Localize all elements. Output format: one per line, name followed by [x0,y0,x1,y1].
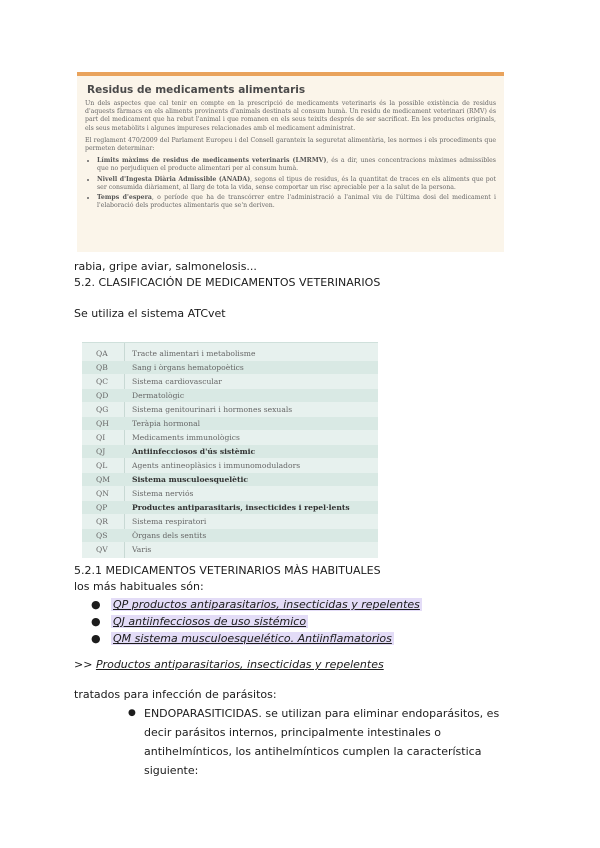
atc-description: Sistema genitourinari i hormones sexuals [132,405,293,414]
atc-code: QC [96,377,109,386]
bullet-icon: ● [91,615,101,628]
atc-description: Dermatològic [132,391,185,400]
table-row [82,459,378,472]
atc-description: Sang i òrgans hematopoètics [132,363,244,372]
table-row [82,515,378,528]
excerpt-bullet-term: Temps d'espera [97,194,152,202]
excerpt-bullet [97,194,496,210]
excerpt-bullet-term: Límits màxims de residus de medicaments veterinaris (LMRMV) [97,157,327,165]
excerpt-bullet-text: , segons el tipus de residus, és la quantitat de traces en els aliments que pot ser consumida diàriament, al llarg de tota la vida, sense comportar un risc apreciable per a la salut de la persona. [97,175,496,191]
table-row [82,403,378,416]
atc-code: QG [96,405,109,414]
atc-description: Sistema musculoesquelètic [132,475,249,484]
atc-code: QH [96,419,109,428]
table-row [82,375,378,388]
table-row [82,361,378,374]
highlight-list-item [91,598,422,611]
atc-code: QJ [96,447,106,456]
atc-code: QS [96,531,108,540]
endo-term: ENDOPARASITICIDAS [144,707,259,720]
arrow-prefix: >> [74,658,96,671]
table-row [82,417,378,430]
atc-description: Varis [132,545,152,554]
atc-description: Tracte alimentari i metabolisme [132,349,256,358]
table-row [82,543,378,556]
atc-code: QV [96,545,108,554]
atc-description: Sistema nerviós [132,489,194,498]
bullet-icon: ● [128,708,136,718]
atc-code: QA [96,349,108,358]
excerpt-paragraph-1: Un dels aspectes que cal tenir en compte en la prescripció de medicaments veterinaris és la possible existència de residus d'aquests fàrmacs en els aliments provinents d'animals destinats al consum humà. Un residu de medicament veterinari (RMV) és part del medicament que ha rebut l'animal i que romanen en els seus teixits després de ser sacrificat. En les productes originals, els seus metabòlits i algunes impureses relacionades amb el medicament administrat. [85,100,496,132]
table-row [82,389,378,402]
highlight-text[interactable]: QP productos antiparasitarios, insecticidas y repelentes [113,598,420,611]
table-row [82,501,378,514]
atc-code: QI [96,433,106,442]
atc-description: Sistema respiratori [132,517,207,526]
endoparasiticidas-paragraph [144,704,524,780]
highlight-list-item [91,632,394,645]
endo-text: . se utilizan para eliminar endoparásitos, es decir parásitos internos, principalmente intestinales o antihelmínticos, los antihelmínticos cumplen la característica siguiente: [144,707,500,777]
excerpt-bullet-text: , o període que ha de transcórrer entre l'administració a l'animal viu de l'última dosi del medicament i l'elaboració dels productes alimentaris que se'n deriven. [97,194,496,210]
subsection-link[interactable]: Productos antiparasitarios, insecticidas y repelentes [95,658,384,671]
table-row [82,529,378,542]
highlight-text[interactable]: QM sistema musculoesquelético. Antiinflamatorios [113,632,392,645]
text-line: tratados para infección de parásitos: [74,688,277,701]
atc-code: QR [96,517,108,526]
atc-code: QL [96,461,108,470]
excerpt-bullet-text: , és a dir, unes concentracions màximes admissibles que no perjudiquen el producte alimentari per al consum humà. [97,157,496,173]
atc-intro-text: Se utiliza el sistema ATCvet [74,307,226,320]
atc-description: Medicaments immunològics [132,433,240,442]
atc-description: Agents antineoplàsics i immunomoduladors [132,461,301,470]
atc-code: QB [96,363,108,372]
bullet-icon: ● [91,598,101,611]
table-row [82,347,378,360]
atc-description: Sistema cardiovascular [132,377,222,386]
atc-code: QP [96,503,108,512]
table-row [82,473,378,486]
excerpt-paragraph-2: El reglament 470/2009 del Parlament Europeu i del Consell garanteix la seguretat alimentària, les normes i els procediments que permeten determinar: [85,136,496,153]
atc-classification-table [82,342,378,558]
bullet-icon: ● [91,632,101,645]
excerpt-bullet [97,157,496,173]
table-row [82,445,378,458]
textbook-excerpt-box [77,72,504,252]
section-heading-5-2: 5.2. CLASIFICACIÓN DE MEDICAMENTOS VETERINARIOS [74,276,381,289]
atc-description: Productes antiparasitaris, insecticides i repel·lents [132,503,350,512]
atc-code: QD [96,391,109,400]
table-row [82,487,378,500]
section-heading-5-2-1: 5.2.1 MEDICAMENTOS VETERINARIOS MÀS HABITUALES [74,564,381,577]
atc-description: Òrgans dels sentits [132,531,207,540]
atc-description: Antiinfecciosos d'ús sistèmic [132,447,256,456]
atc-code: QN [96,489,109,498]
highlight-text[interactable]: QJ antiinfecciosos de uso sistémico [113,615,307,628]
table-row [82,431,378,444]
atc-code: QM [96,475,111,484]
atc-description: Teràpia hormonal [132,419,201,428]
excerpt-title: Residus de medicaments alimentaris [87,84,306,96]
text-line: rabia, gripe aviar, salmonelosis... [74,260,257,273]
excerpt-bullet [97,176,496,192]
intro-line: los más habituales són: [74,580,204,593]
excerpt-bullet-list [85,157,496,210]
excerpt-bullet-term: Nivell d'Ingesta Diària Admissible (ANADA) [97,175,251,183]
highlight-list-item [91,615,308,628]
subsection-link-line [74,658,384,671]
